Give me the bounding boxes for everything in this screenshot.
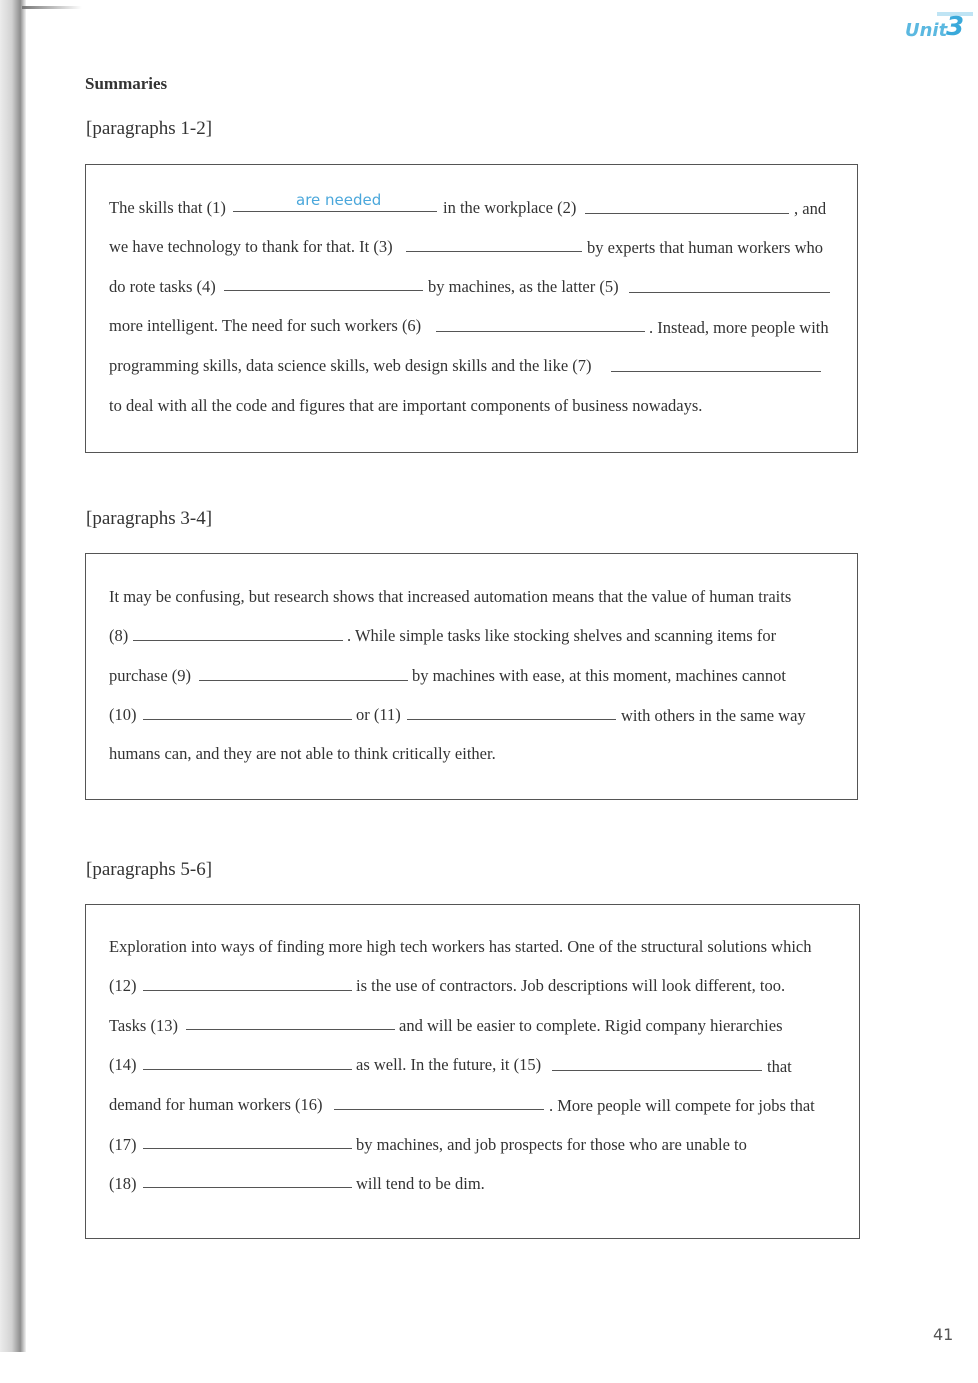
line-8-text-a: (8) [109,626,129,645]
unit-badge [903,12,973,46]
line-3-text-a: do rote tasks (4) [109,277,216,296]
answer-blank-1: are needed [296,191,382,209]
line-15-text-a: (14) [109,1055,137,1074]
line-5-text-a: programming skills, data science skills, web design skills and the like (7) [109,356,592,375]
line-1-text-b: in the workplace (2) [443,198,577,217]
line-4-text-a: more intelligent. The need for such workers (6) [109,316,422,335]
page-edge-shadow [22,6,82,9]
line-7-text-a: It may be confusing, but research shows that increased automation means that the value of human traits [109,587,792,606]
line-17-text-a: (17) [109,1135,137,1154]
line-13-text-a: (12) [109,976,137,995]
line-16-text-a: demand for human workers (16) [109,1095,323,1114]
line-14-text-a: Tasks (13) [109,1016,178,1035]
line-2-text-a: we have technology to thank for that. It (3) [109,237,393,256]
section-heading-paragraphs-5-6: [paragraphs 5-6] [86,859,213,880]
line-6-text-a: to deal with all the code and figures that are important components of business nowadays. [109,396,703,415]
blank-4[interactable] [224,290,423,291]
blank-17[interactable] [143,1148,352,1149]
blank-15[interactable] [552,1070,762,1071]
line-1-text-c: , and [794,199,827,218]
blank-6[interactable] [436,331,645,332]
line-13-text-b: is the use of contractors. Job descriptions will look different, too. [356,976,786,995]
blank-5[interactable] [629,292,830,293]
blank-2[interactable] [585,213,789,214]
line-18-text-a: (18) [109,1174,137,1193]
section-heading-paragraphs-1-2: [paragraphs 1-2] [86,118,213,139]
line-15-text-b: as well. In the future, it (15) [356,1055,542,1074]
blank-11[interactable] [407,719,616,720]
unit-label: Unit [905,20,948,41]
line-3-text-b: by machines, as the latter (5) [428,277,619,296]
blank-9[interactable] [199,680,408,681]
line-10-text-a: (10) [109,705,137,724]
line-10-text-b: or (11) [356,705,401,724]
blank-10[interactable] [143,719,352,720]
section-heading-paragraphs-3-4: [paragraphs 3-4] [86,508,213,529]
line-18-text-b: will tend to be dim. [356,1174,485,1193]
page-number: 41 [933,1325,954,1344]
line-9-text-b: by machines with ease, at this moment, machines cannot [412,666,786,685]
line-4-text-b: . Instead, more people with [649,318,829,337]
blank-1[interactable] [233,211,437,212]
blank-18[interactable] [143,1187,352,1188]
line-9-text-a: purchase (9) [109,666,192,685]
line-14-text-b: and will be easier to complete. Rigid company hierarchies [399,1016,783,1035]
line-11-text-a: humans can, and they are not able to think critically either. [109,744,496,763]
line-15-text-c: that [767,1057,792,1076]
blank-16[interactable] [334,1109,544,1110]
blank-13[interactable] [186,1029,395,1030]
line-10-text-c: with others in the same way [621,706,806,725]
line-1-text-a: The skills that (1) [109,198,226,217]
line-8-text-b: . While simple tasks like stocking shelves and scanning items for [347,626,777,645]
blank-14[interactable] [143,1069,352,1070]
blank-3[interactable] [406,251,582,252]
page-title: Summaries [85,74,168,93]
blank-12[interactable] [143,990,352,991]
line-2-text-b: by experts that human workers who [587,238,823,257]
blank-7[interactable] [611,371,821,372]
unit-number: 3 [946,12,965,42]
book-spine-shadow [0,0,26,1352]
blank-8[interactable] [133,640,343,641]
line-17-text-b: by machines, and job prospects for those who are unable to [356,1135,747,1154]
line-16-text-b: . More people will compete for jobs that [549,1096,815,1115]
line-12-text-a: Exploration into ways of finding more high tech workers has started. One of the structural solutions which [109,937,812,956]
